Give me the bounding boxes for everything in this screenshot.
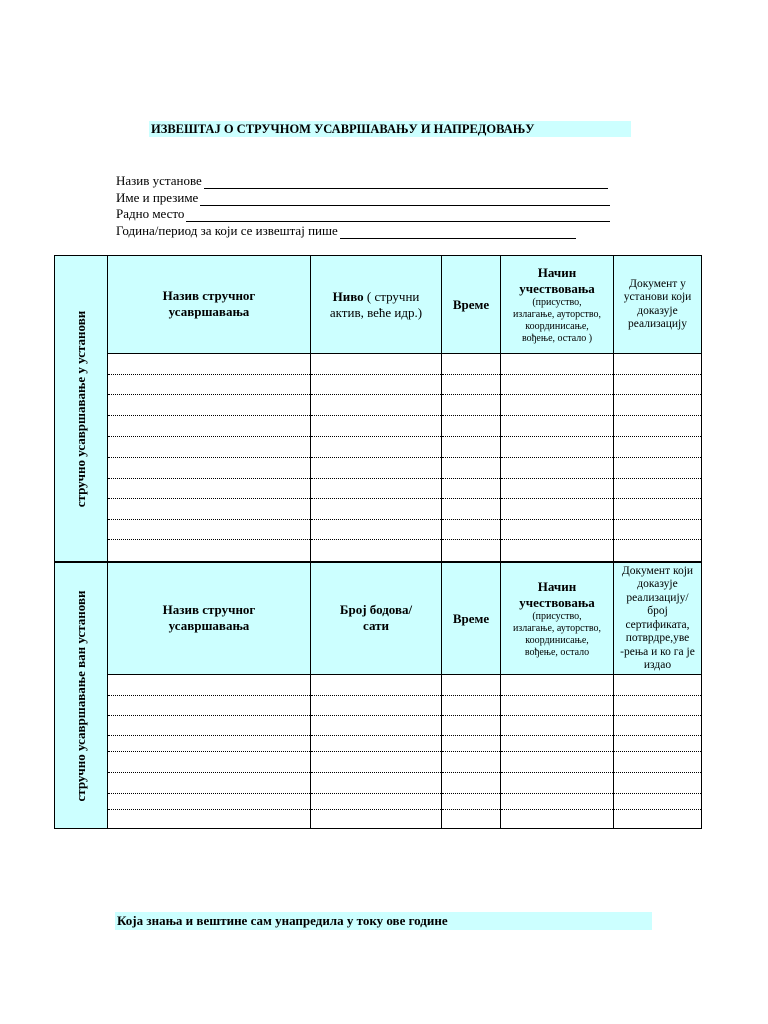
page-title: ИЗВЕШТАЈ О СТРУЧНОМ УСАВРШАВАЊУ И НАПРЕДОВАЊУ xyxy=(149,121,631,137)
table-row[interactable] xyxy=(55,416,702,437)
table-outside-institution xyxy=(54,562,702,829)
table-row[interactable] xyxy=(55,437,702,458)
table-row[interactable] xyxy=(55,752,702,773)
fill-line[interactable] xyxy=(186,209,610,222)
table-row[interactable] xyxy=(55,375,702,395)
header-time: Време xyxy=(442,563,501,675)
table-row[interactable] xyxy=(55,395,702,416)
table-row[interactable] xyxy=(55,520,702,540)
table-row[interactable] xyxy=(55,675,702,696)
table-row[interactable] xyxy=(55,479,702,499)
side-label-outside: стручно усавршавање ван установи xyxy=(55,563,108,829)
table-row[interactable] xyxy=(55,458,702,479)
table-row[interactable] xyxy=(55,736,702,752)
side-label-inside: стручно усавршавање у установи xyxy=(55,256,108,562)
field-name xyxy=(116,190,610,206)
header-points: Број бодова/сати xyxy=(311,563,442,675)
table-row[interactable] xyxy=(55,499,702,520)
header-name: Назив стручног усавршавања xyxy=(108,256,311,354)
header-document: Документ у установи који доказује реализацију xyxy=(614,256,702,354)
table-row[interactable] xyxy=(55,540,702,562)
fill-line[interactable] xyxy=(204,176,608,189)
table-inside-institution xyxy=(54,255,702,562)
header-time: Време xyxy=(442,256,501,354)
table-row[interactable] xyxy=(55,696,702,716)
field-label: Име и презиме xyxy=(116,190,199,205)
table-row[interactable] xyxy=(55,794,702,810)
field-position xyxy=(116,206,610,222)
header-level: Ниво ( стручни актив, веће идр.) xyxy=(311,256,442,354)
table-row[interactable] xyxy=(55,354,702,375)
table-row[interactable] xyxy=(55,810,702,829)
header-name: Назив стручног усавршавања xyxy=(108,563,311,675)
bottom-question: Која знања и вештине сам унапредила у току ове године xyxy=(115,912,652,930)
field-label: Назив установе xyxy=(116,173,202,188)
header-participation: Начин учествовања (присуство, излагање, ауторство, координисање, вођење, остало xyxy=(501,563,614,675)
header-participation: Начин учествовања (присуство, излагање, ауторство, координисање, вођење, остало ) xyxy=(501,256,614,354)
field-label: Година/период за који се извештај пише xyxy=(116,223,338,238)
field-institution xyxy=(116,173,608,189)
table-row[interactable] xyxy=(55,716,702,736)
field-label: Радно место xyxy=(116,206,185,221)
header-document: Документ који доказује реализацију/ број сертификата, потврдре,уве -рења и ко га је издао xyxy=(614,563,702,675)
fill-line[interactable] xyxy=(200,193,610,206)
fill-line[interactable] xyxy=(340,226,576,239)
table-row[interactable] xyxy=(55,773,702,794)
field-period xyxy=(116,223,576,239)
